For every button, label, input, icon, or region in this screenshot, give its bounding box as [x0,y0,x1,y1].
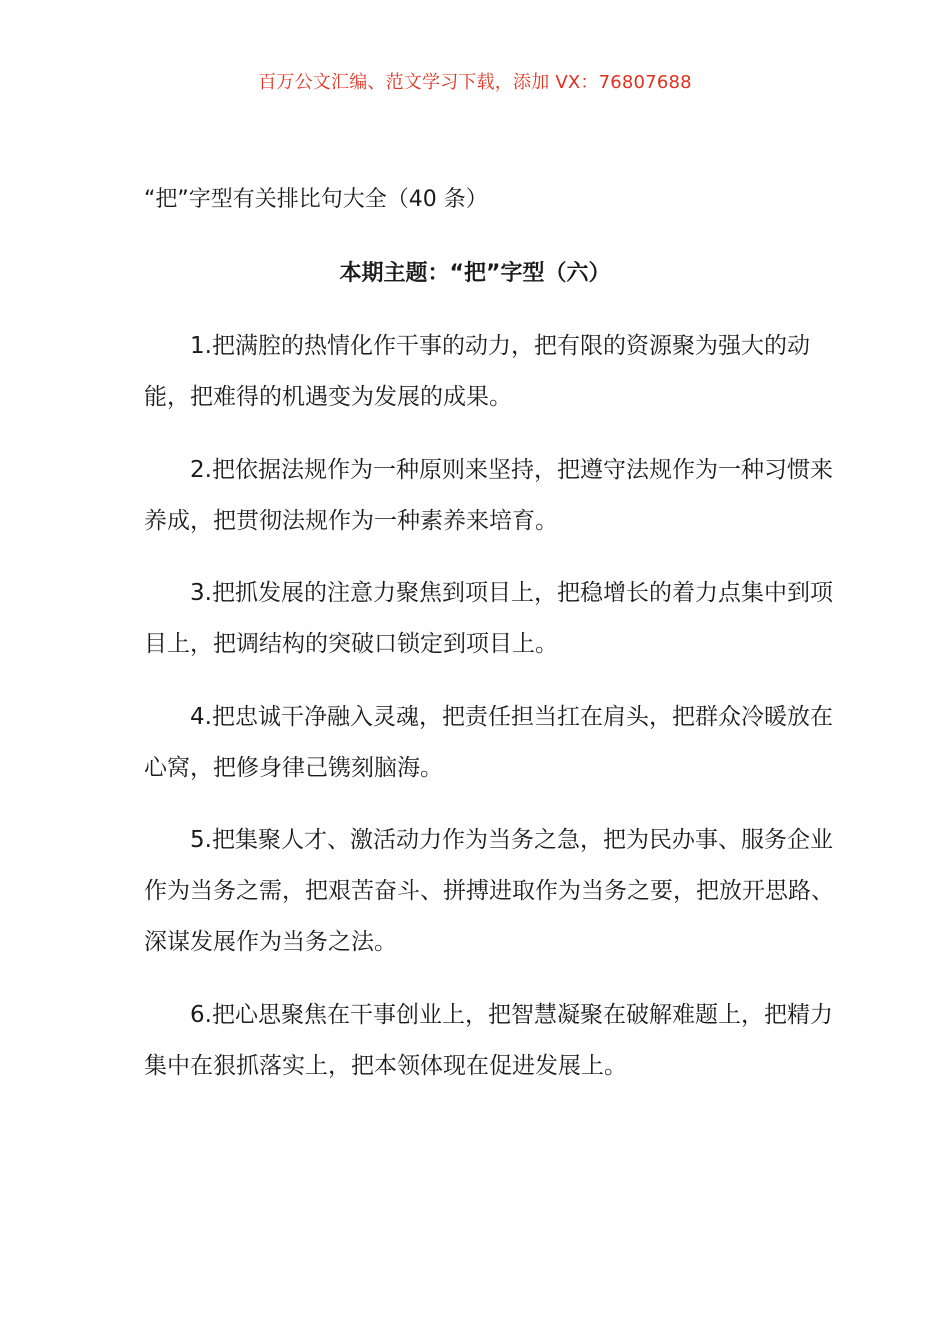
list-item: 1.把满腔的热情化作干事的动力，把有限的资源聚为强大的动能，把难得的机遇变为发展的成果。 [144,333,810,410]
document-title: “把”字型有关排比句大全（40 条） [144,187,488,212]
section-subtitle: 本期主题：“把”字型（六） [339,261,611,286]
list-item: 3.把抓发展的注意力聚焦到项目上，把稳增长的着力点集中到项目上，把调结构的突破口锁定到项目上。 [144,580,833,657]
list-item: 5.把集聚人才、激活动力作为当务之急，把为民办事、服务企业作为当务之需，把艰苦奋斗、拼搏进取作为当务之要，把放开思路、深谋发展作为当务之法。 [144,827,834,955]
header-watermark-note: 百万公文汇编、范文学习下载，添加 VX：76807688 [258,72,692,93]
list-item: 4.把忠诚干净融入灵魂，把责任担当扛在肩头，把群众冷暖放在心窝，把修身律己镌刻脑海。 [144,704,833,781]
list-item: 6.把心思聚焦在干事创业上，把智慧凝聚在破解难题上，把精力集中在狠抓落实上，把本领体现在促进发展上。 [144,1002,833,1079]
list-item: 2.把依据法规作为一种原则来坚持，把遵守法规作为一种习惯来养成，把贯彻法规作为一种素养来培育。 [144,457,833,534]
